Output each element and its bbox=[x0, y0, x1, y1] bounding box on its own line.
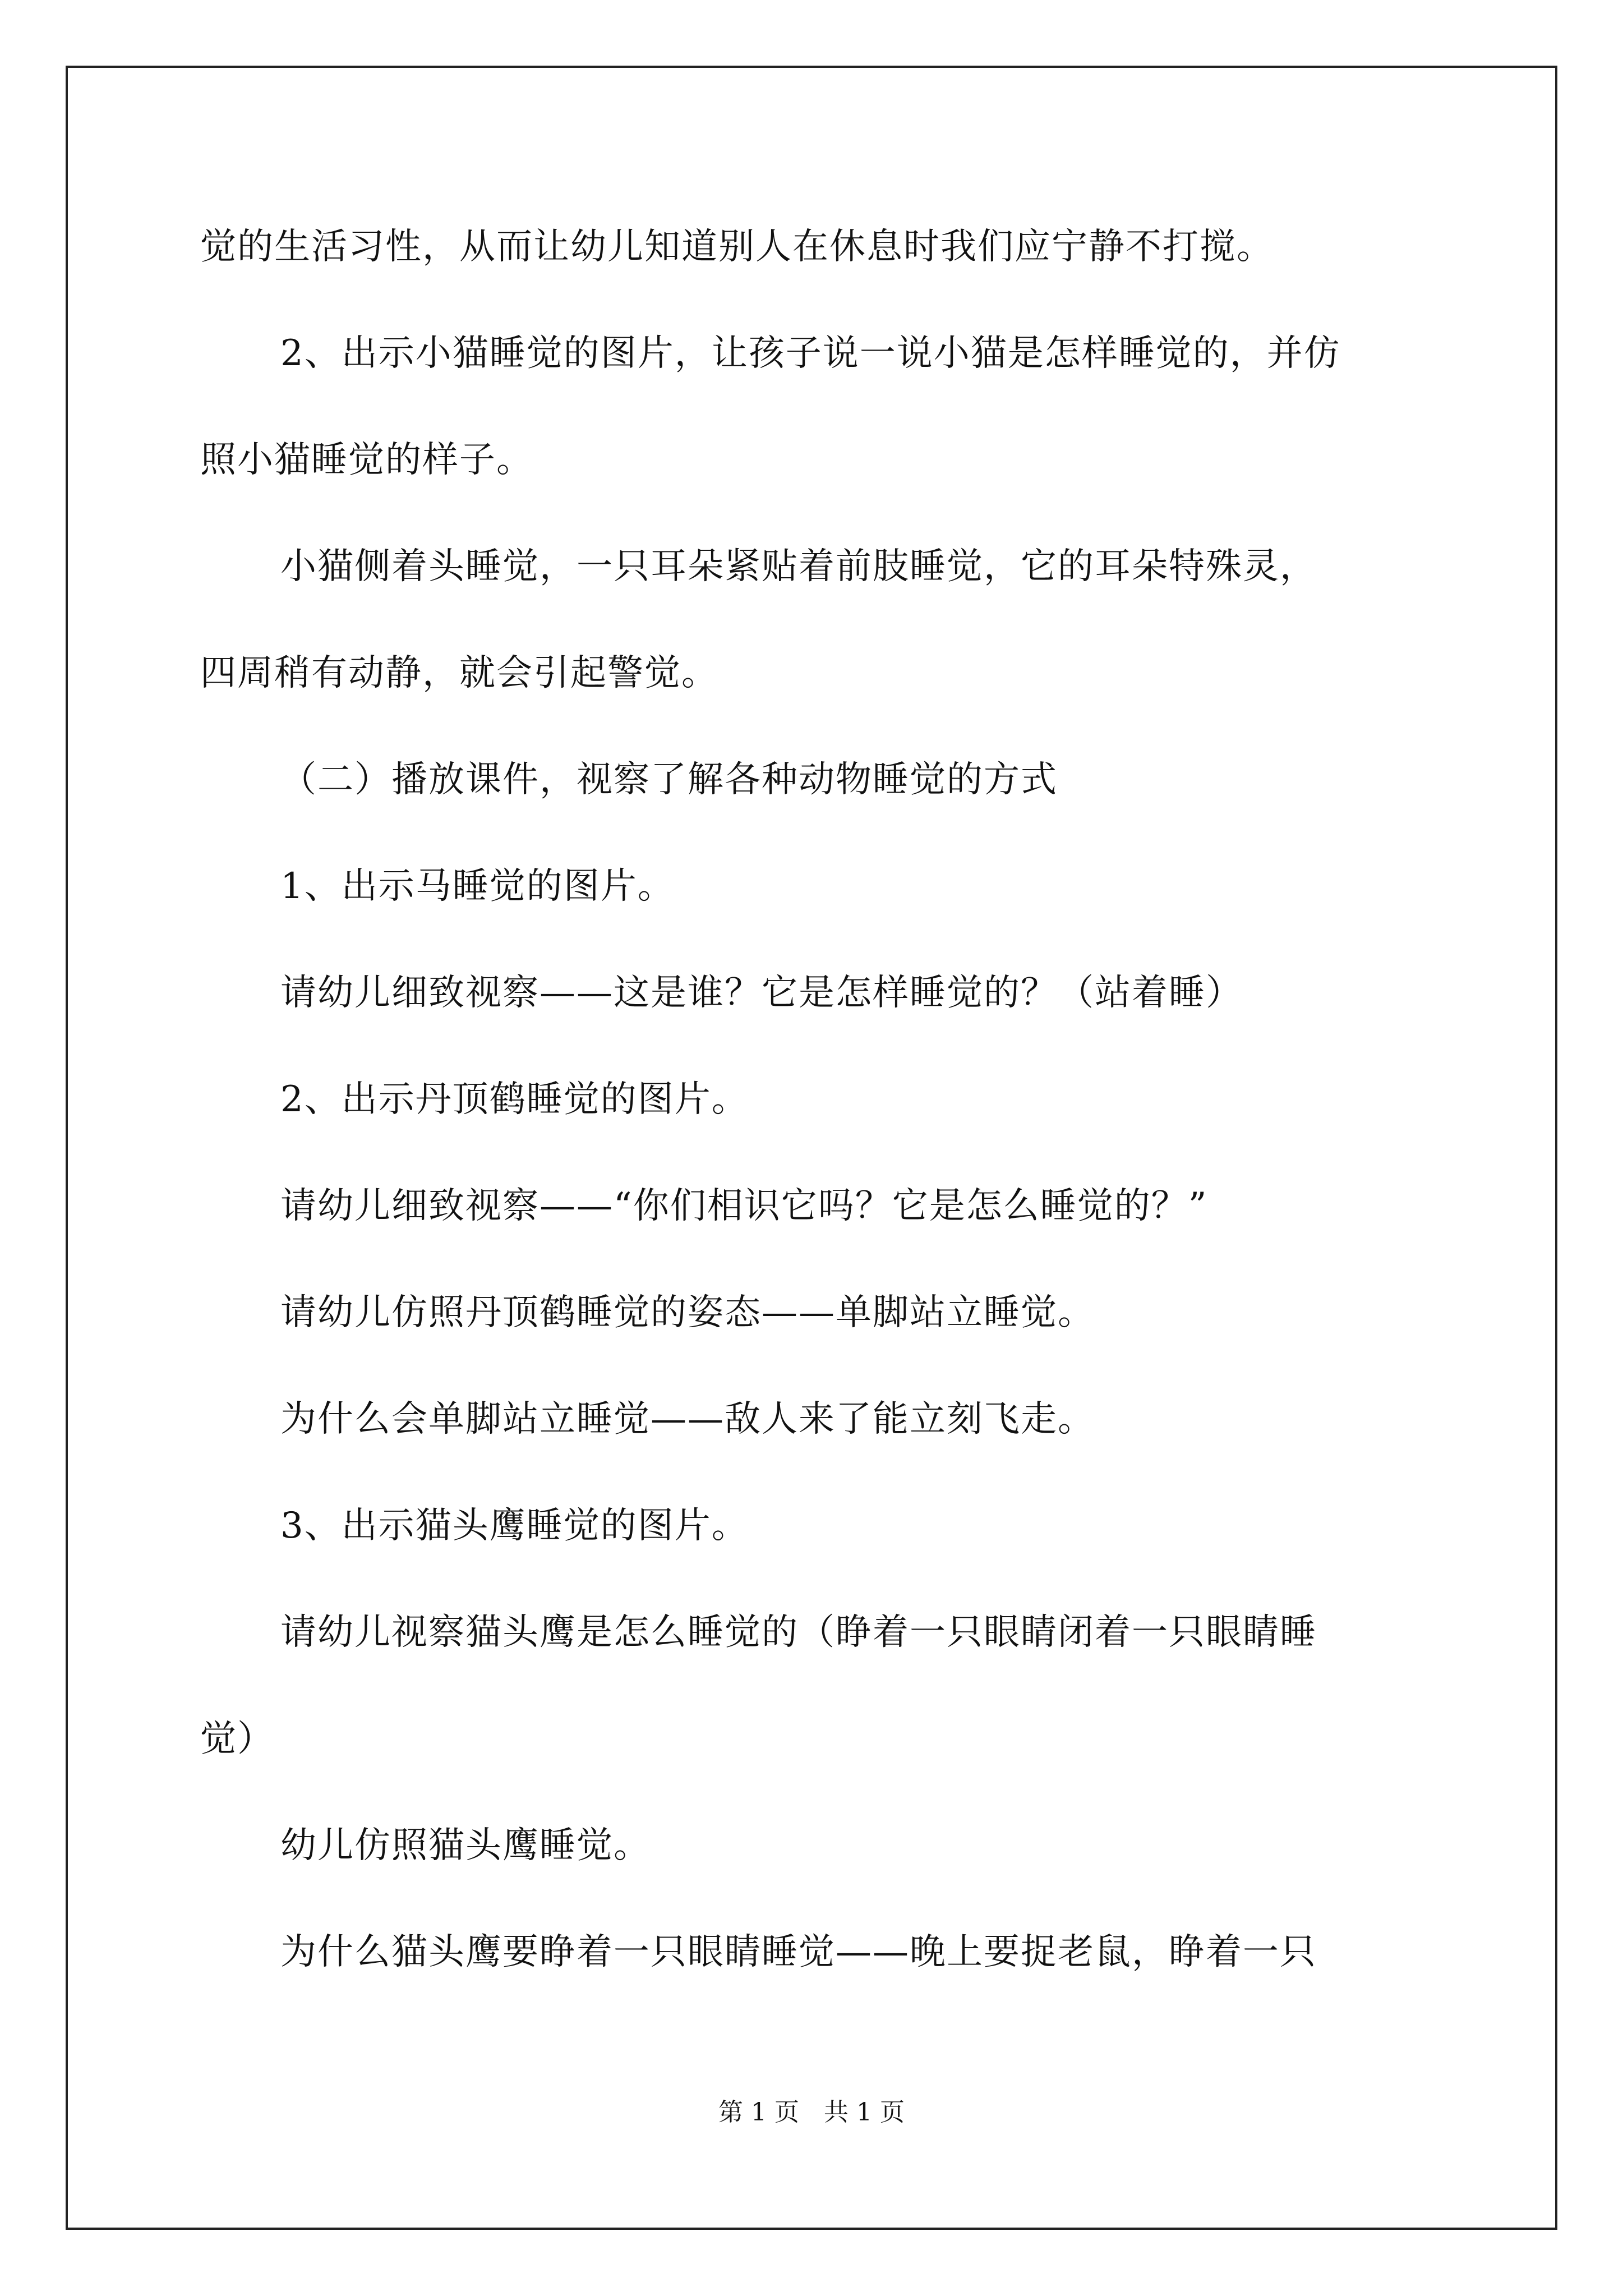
text-line-12: 为什么会单脚站立睡觉——敌人来了能立刻飞走。 bbox=[280, 1398, 1095, 1440]
text-line-17: 为什么猫头鹰要睁着一只眼睛睡觉——晚上要捉老鼠，睁着一只 bbox=[280, 1931, 1317, 1973]
text-line-13: 3、出示猫头鹰睡觉的图片。 bbox=[280, 1505, 749, 1547]
text-line-1: 觉的生活习性，从而让幼儿知道别人在休息时我们应宁静不打搅。 bbox=[200, 226, 1274, 268]
text-line-14: 请幼儿视察猫头鹰是怎么睡觉的（睁着一只眼睛闭着一只眼睛睡 bbox=[280, 1612, 1317, 1653]
section-heading: （二）播放课件，视察了解各种动物睡觉的方式 bbox=[280, 759, 1058, 800]
text-line-3: 照小猫睡觉的样子。 bbox=[200, 439, 533, 481]
text-line-8: 请幼儿细致视察——这是谁？它是怎样睡觉的？（站着睡） bbox=[280, 972, 1243, 1014]
text-line-7: 1、出示马睡觉的图片。 bbox=[280, 866, 675, 907]
text-line-9: 2、出示丹顶鹤睡觉的图片。 bbox=[280, 1079, 749, 1120]
text-line-4: 小猫侧着头睡觉，一只耳朵紧贴着前肢睡觉，它的耳朵特殊灵， bbox=[280, 546, 1317, 587]
page-footer: 第 1 页 共 1 页 bbox=[718, 2098, 905, 2127]
text-line-15: 觉） bbox=[200, 1718, 274, 1760]
text-line-2: 2、出示小猫睡觉的图片，让孩子说一说小猫是怎样睡觉的，并仿 bbox=[280, 333, 1341, 374]
text-line-5: 四周稍有动静，就会引起警觉。 bbox=[200, 652, 718, 694]
text-line-11: 请幼儿仿照丹顶鹤睡觉的姿态——单脚站立睡觉。 bbox=[280, 1292, 1095, 1333]
page-border bbox=[66, 66, 1557, 2230]
text-line-10: 请幼儿细致视察——“你们相识它吗？它是怎么睡觉的？” bbox=[280, 1185, 1208, 1227]
text-line-16: 幼儿仿照猫头鹰睡觉。 bbox=[280, 1825, 651, 1866]
